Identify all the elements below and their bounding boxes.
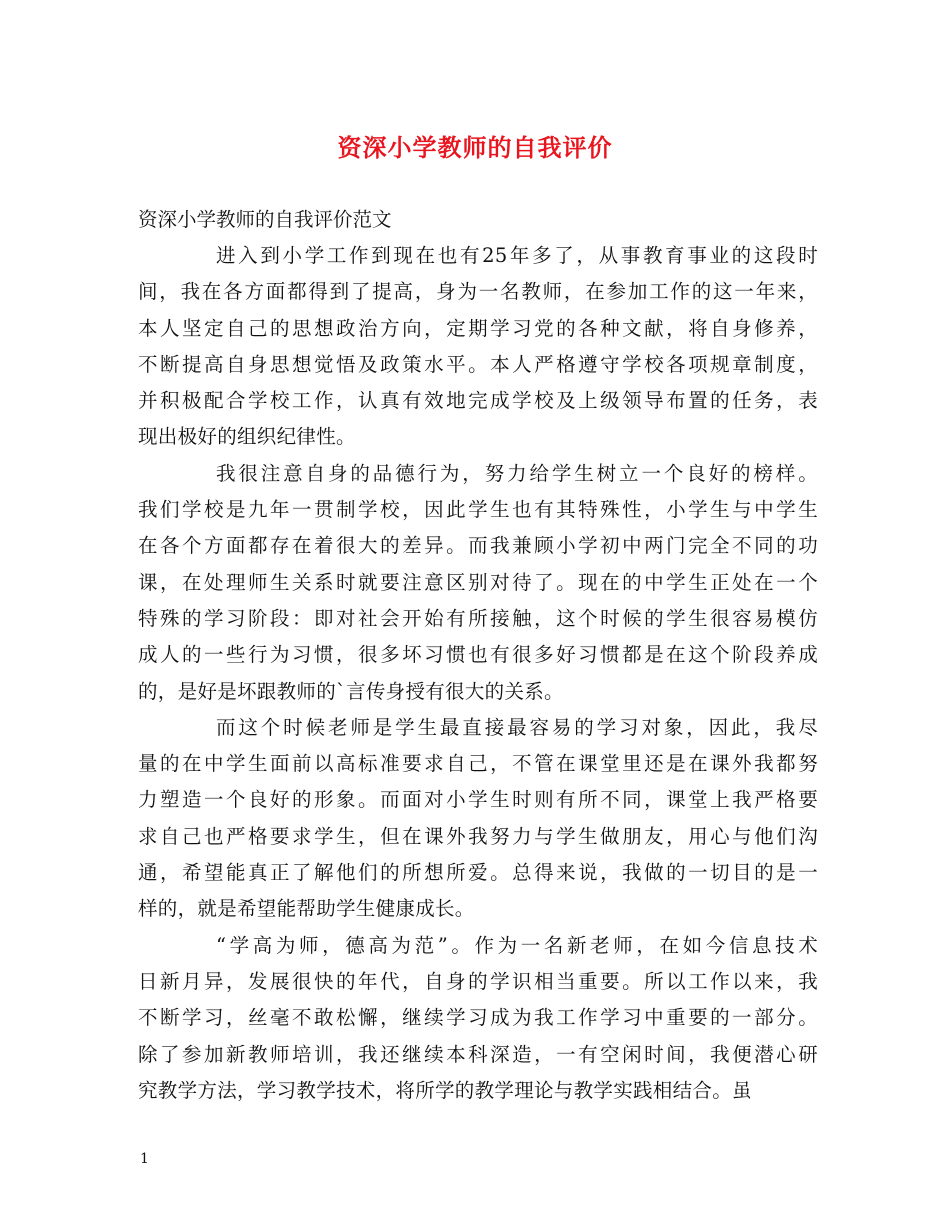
paragraph-line: 不断提高自身思想觉悟及政策水平。本人严格遵守学校各项规章制度， <box>138 352 818 376</box>
paragraph-line: 不断学习，丝毫不敢松懈，继续学习成为我工作学习中重要的一部分。 <box>138 1006 818 1030</box>
document-body <box>138 238 818 1109</box>
paragraph <box>138 456 818 710</box>
paragraph-line: 我们学校是九年一贯制学校，因此学生也有其特殊性，小学生与中学生 <box>138 498 818 522</box>
paragraph-line: 而这个时候老师是学生最直接最容易的学习对象，因此，我尽 <box>216 715 818 739</box>
paragraph-line: 究教学方法，学习教学技术，将所学的教学理论与教学实践相结合。虽 <box>138 1078 752 1102</box>
paragraph-line: 本人坚定自己的思想政治方向，定期学习党的各种文献，将自身修养， <box>138 316 818 340</box>
paragraph-line: 通，希望能真正了解他们的所想所爱。总得来说，我做的一切目的是一 <box>138 861 818 885</box>
page-number: 1 <box>140 1151 149 1167</box>
paragraph-line: 进入到小学工作到现在也有25年多了，从事教育事业的这段时 <box>216 244 818 267</box>
paragraph-line: 我很注意自身的品德行为，努力给学生树立一个良好的榜样。 <box>216 461 818 485</box>
paragraph <box>138 238 818 456</box>
paragraph-line: 除了参加新教师培训，我还继续本科深造，一有空闲时间，我便潜心研 <box>138 1042 818 1066</box>
paragraph <box>138 928 818 1109</box>
paragraph-line: 的，是好是坏跟教师的`言传身授有很大的关系。 <box>138 679 564 703</box>
paragraph-line: 并积极配合学校工作，认真有效地完成学校及上级领导布置的任务，表 <box>138 389 818 413</box>
document-subtitle: 资深小学教师的自我评价范文 <box>138 208 392 231</box>
paragraph-line: 日新月异，发展很快的年代，自身的学识相当重要。所以工作以来，我 <box>138 969 818 993</box>
document-title: 资深小学教师的自我评价 <box>337 133 613 162</box>
paragraph-line: “学高为师，德高为范”。作为一名新老师，在如今信息技术 <box>216 933 818 957</box>
paragraph-line: 量的在中学生面前以高标准要求自己，不管在课堂里还是在课外我都努 <box>138 752 818 776</box>
paragraph <box>138 710 818 928</box>
paragraph-line: 样的，就是希望能帮助学生健康成长。 <box>138 897 475 921</box>
paragraph-line: 成人的一些行为习惯，很多坏习惯也有很多好习惯都是在这个阶段养成 <box>138 643 818 667</box>
paragraph-line: 在各个方面都存在着很大的差异。而我兼顾小学初中两门完全不同的功 <box>138 534 818 558</box>
paragraph-line: 求自己也严格要求学生，但在课外我努力与学生做朋友，用心与他们沟 <box>138 824 818 848</box>
paragraph-line: 课，在处理师生关系时就要注意区别对待了。现在的中学生正处在一个 <box>138 570 818 594</box>
paragraph-line: 现出极好的组织纪律性。 <box>138 425 356 449</box>
paragraph-line: 间，我在各方面都得到了提高，身为一名教师，在参加工作的这一年来， <box>138 280 818 304</box>
paragraph-line: 力塑造一个良好的形象。而面对小学生时则有所不同，课堂上我严格要 <box>138 788 818 812</box>
paragraph-line: 特殊的学习阶段：即对社会开始有所接触，这个时候的学生很容易模仿 <box>138 606 818 630</box>
